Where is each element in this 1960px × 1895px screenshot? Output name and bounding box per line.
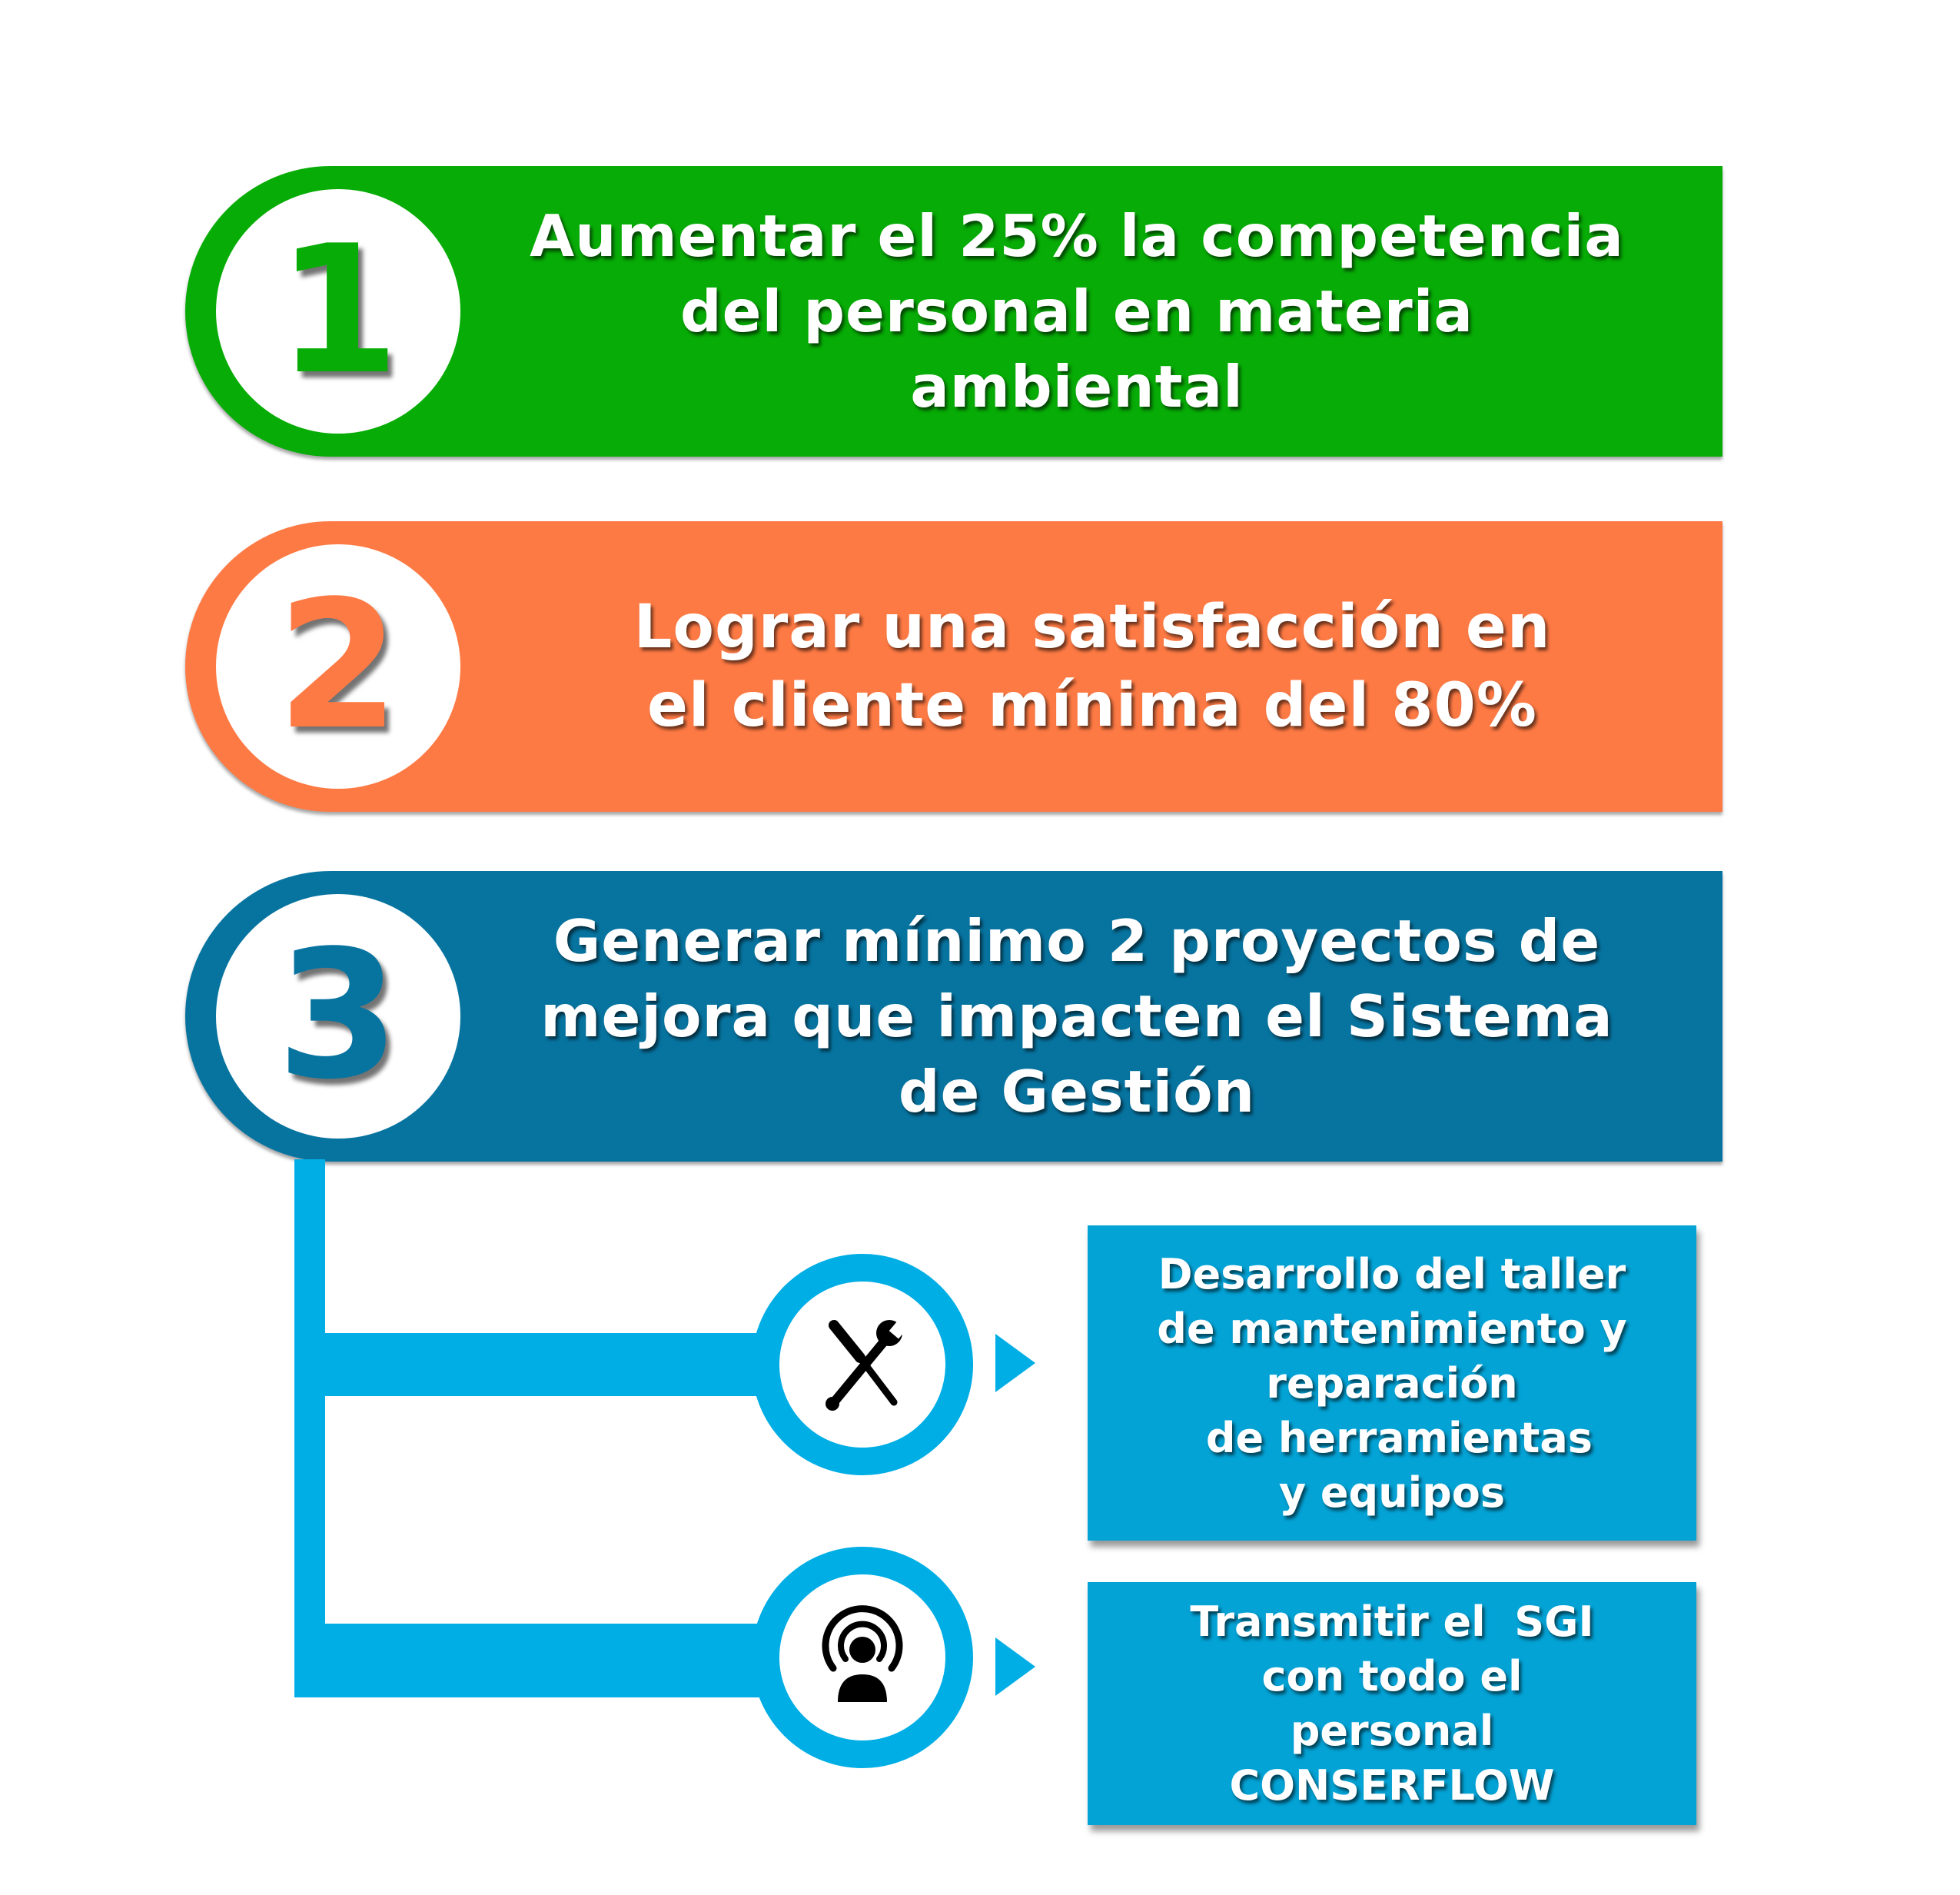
objective-3-line-3: de Gestión bbox=[898, 1058, 1256, 1125]
project-1-line-3: reparación bbox=[1266, 1358, 1518, 1408]
tree-branch-1 bbox=[294, 1333, 771, 1396]
objective-number-1: 1 bbox=[276, 208, 400, 414]
objective-number-circle-3 bbox=[216, 894, 460, 1139]
tools-icon bbox=[820, 1315, 905, 1415]
project-box-2 bbox=[1088, 1582, 1696, 1825]
objective-2-line-2: el cliente mínima del 80% bbox=[647, 671, 1537, 740]
project-1-line-4: de herramientas bbox=[1191, 1413, 1593, 1462]
objective-banner-1 bbox=[185, 166, 1722, 457]
project-2-line-3: personal bbox=[1290, 1707, 1494, 1755]
objective-text-1 bbox=[462, 166, 1692, 457]
objective-number-2: 2 bbox=[276, 564, 400, 769]
project-box-1 bbox=[1088, 1225, 1696, 1541]
objective-number-circle-1 bbox=[216, 189, 460, 434]
tree-branch-2 bbox=[294, 1624, 771, 1697]
project-pointer-2 bbox=[995, 1637, 1035, 1696]
project-1-line-1: Desarrollo del taller bbox=[1158, 1249, 1626, 1298]
objective-1-line-3: ambiental bbox=[910, 353, 1244, 421]
objective-banner-3 bbox=[185, 871, 1722, 1162]
project-1-line-2: de mantenimiento y bbox=[1157, 1304, 1627, 1353]
objective-number-circle-2 bbox=[216, 544, 460, 789]
objective-2-line-1: Lograr una satisfacción en bbox=[633, 593, 1551, 662]
objective-3-line-2: mejora que impacten el Sistema bbox=[540, 982, 1613, 1050]
objective-text-2 bbox=[462, 521, 1692, 812]
project-1-line-5: y equipos bbox=[1278, 1468, 1506, 1517]
objective-1-line-2: del personal en materia bbox=[679, 278, 1474, 345]
project-pointer-1 bbox=[995, 1334, 1035, 1392]
objective-1-line-1: Aumentar el 25% la competencia bbox=[530, 202, 1624, 270]
project-icon-circle-1 bbox=[752, 1254, 973, 1475]
tree-vertical-connector bbox=[294, 1159, 325, 1697]
objective-text-3 bbox=[462, 871, 1692, 1162]
objective-number-3: 3 bbox=[276, 913, 400, 1119]
project-2-line-1: Transmitir el SGI bbox=[1190, 1597, 1594, 1646]
objective-3-line-1: Generar mínimo 2 proyectos de bbox=[553, 907, 1601, 975]
project-icon-circle-2 bbox=[752, 1547, 973, 1768]
broadcast-person-icon bbox=[816, 1604, 909, 1711]
project-2-line-4: CONSERFLOW bbox=[1229, 1761, 1555, 1810]
objective-banner-2 bbox=[185, 521, 1722, 812]
project-2-line-2: con todo el bbox=[1261, 1652, 1523, 1701]
